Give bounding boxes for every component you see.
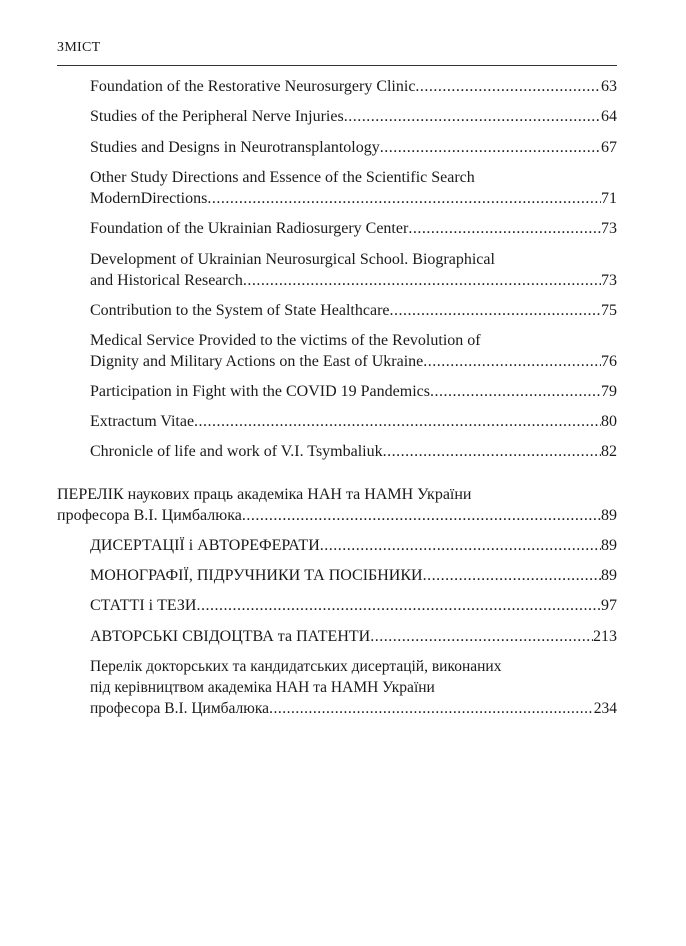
toc-entry-title: Medical Service Provided to the victims of the Revolution of: [90, 332, 481, 349]
toc-entry[interactable]: [90, 595, 617, 616]
toc-page-number: 76: [601, 353, 617, 370]
toc-entry-title: Foundation of the Ukrainian Radiosurgery Center: [90, 220, 409, 237]
toc-page-number: 89: [601, 567, 617, 584]
toc-page-number: 73: [601, 272, 617, 289]
toc-entry[interactable]: [90, 137, 617, 158]
toc-page-number: 80: [601, 413, 617, 430]
toc-entry-title: МОНОГРАФІЇ, ПІДРУЧНИКИ ТА ПОСІБНИКИ: [90, 567, 423, 584]
toc-leader-dots: [320, 535, 601, 556]
running-header: ЗМІСТ: [57, 40, 101, 55]
toc-leader-dots: [430, 381, 601, 402]
toc-entry-title: Studies of the Peripheral Nerve Injuries: [90, 108, 344, 125]
toc-entry-title: Participation in Fight with the COVID 19 Pandemics: [90, 383, 430, 400]
toc-page-number: 71: [601, 190, 617, 207]
toc-leader-dots: [196, 595, 601, 616]
toc-leader-dots: [408, 218, 601, 239]
toc-section-entry[interactable]: [57, 484, 617, 526]
toc-entry[interactable]: [90, 167, 617, 209]
toc-entry[interactable]: [90, 381, 617, 402]
toc-entry[interactable]: [90, 535, 617, 556]
toc-entry[interactable]: [90, 76, 617, 97]
toc-page-number: 63: [601, 78, 617, 95]
toc-entry-title: Development of Ukrainian Neurosurgical School. Biographical: [90, 251, 495, 268]
toc-entry-title: Contribution to the System of State Healthcare: [90, 302, 390, 319]
toc-page-number: 64: [601, 108, 617, 125]
toc-page-number: 89: [601, 537, 617, 554]
toc-entry-title-cont: and Historical Research: [90, 272, 243, 289]
toc-page-number: 75: [601, 302, 617, 319]
toc-entry[interactable]: [90, 626, 617, 647]
toc-leader-dots: [415, 76, 601, 97]
toc-entry[interactable]: [90, 300, 617, 321]
toc-entry-title: Other Study Directions and Essence of the Scientific Search: [90, 169, 475, 186]
header-rule: [57, 65, 617, 66]
toc-leader-dots: [383, 441, 601, 462]
toc-leader-dots: [243, 270, 601, 291]
toc-leader-dots: [207, 188, 601, 209]
toc-entry-title: ДИСЕРТАЦІЇ і АВТОРЕФЕРАТИ: [90, 537, 320, 554]
toc-entry[interactable]: [90, 565, 617, 586]
toc-page-number: 67: [601, 139, 617, 156]
toc-entry[interactable]: [90, 411, 617, 432]
toc-leader-dots: [269, 698, 594, 719]
toc-leader-dots: [390, 300, 602, 321]
toc-entry[interactable]: [90, 441, 617, 462]
toc-leader-dots: [370, 626, 593, 647]
toc-entry-title: Перелік докторських та кандидатських дисертацій, виконаних: [90, 658, 502, 675]
toc-leader-dots: [194, 411, 601, 432]
toc-page-number: 73: [601, 220, 617, 237]
toc-leader-dots: [344, 106, 601, 127]
toc-leader-dots: [423, 565, 601, 586]
toc-page-number: 234: [593, 700, 617, 717]
toc-page-number: 79: [601, 383, 617, 400]
toc-entry-title: Studies and Designs in Neurotransplantology: [90, 139, 380, 156]
toc-entry[interactable]: [90, 656, 617, 719]
toc-entry-title: ПЕРЕЛІК наукових праць академіка НАН та НАМН України: [57, 486, 472, 503]
toc-entry-title-cont: ModernDirections: [90, 190, 208, 207]
toc-entry[interactable]: [90, 106, 617, 127]
toc-entry-title: Foundation of the Restorative Neurosurgery Clinic: [90, 78, 416, 95]
toc-entry-title: Extractum Vitae: [90, 413, 195, 430]
toc-entry-title-cont: Dignity and Military Actions on the East of Ukraine: [90, 353, 424, 370]
toc-entry-title-cont: під керівництвом академіка НАН та НАМН України: [90, 679, 435, 696]
toc-entry-title-cont: професора В.І. Цимбалюка: [57, 507, 242, 524]
toc-entry[interactable]: [90, 218, 617, 239]
toc-page-number: 213: [593, 628, 617, 645]
toc-entry-title: СТАТТІ і ТЕЗИ: [90, 597, 197, 614]
toc-entry[interactable]: [90, 249, 617, 291]
toc-leader-dots: [242, 505, 601, 526]
toc-entry-title: АВТОРСЬКІ СВІДОЦТВА та ПАТЕНТИ: [90, 628, 371, 645]
toc-page-number: 82: [601, 443, 617, 460]
toc-page-number: 97: [601, 597, 617, 614]
toc-leader-dots: [423, 351, 601, 372]
toc-entry-title-cont: професора В.І. Цимбалюка: [90, 700, 270, 717]
toc-page-number: 89: [601, 507, 617, 524]
toc-leader-dots: [380, 137, 601, 158]
toc-entry-title: Chronicle of life and work of V.I. Tsymbaliuk: [90, 443, 383, 460]
toc-entry[interactable]: [90, 330, 617, 372]
